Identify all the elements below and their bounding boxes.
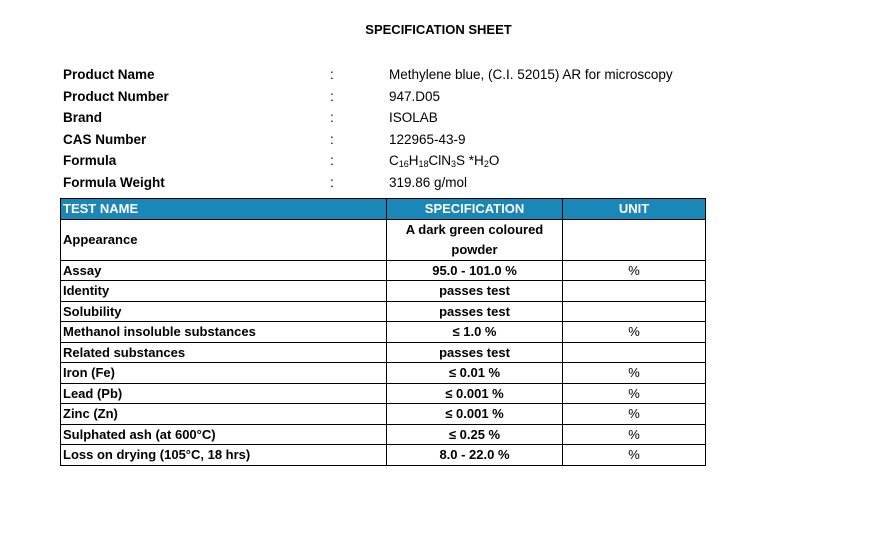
test-name-cell: Zinc (Zn)	[61, 404, 387, 425]
formula-part: ClN	[428, 153, 452, 168]
table-row	[61, 301, 706, 322]
info-label: Product Name	[63, 67, 155, 82]
formula-part: H	[408, 153, 419, 168]
table-row	[61, 322, 706, 343]
info-label: Formula Weight	[63, 174, 165, 190]
unit-cell: %	[563, 424, 706, 445]
specification-table	[60, 198, 706, 466]
table-row	[61, 445, 706, 466]
specification-cell: ≤ 0.001 %	[387, 404, 563, 425]
test-name-cell: Related substances	[61, 342, 387, 363]
unit-cell	[563, 219, 706, 260]
table-row	[61, 363, 706, 384]
table-row	[61, 404, 706, 425]
formula-value	[389, 150, 499, 172]
info-colon: :	[330, 67, 334, 82]
info-label: Product Number	[63, 88, 169, 104]
specification-cell: ≤ 0.25 %	[387, 424, 563, 445]
table-row	[61, 219, 706, 260]
specification-cell: ≤ 1.0 %	[387, 322, 563, 343]
unit-cell	[563, 342, 706, 363]
specification-cell: A dark green coloured powder	[387, 219, 563, 260]
formula-subscript: 3	[451, 159, 457, 169]
unit-cell: %	[563, 322, 706, 343]
column-header-unit: UNIT	[563, 199, 706, 220]
formula-subscript: 18	[418, 159, 429, 169]
specification-cell: 8.0 - 22.0 %	[387, 445, 563, 466]
info-colon: :	[330, 174, 334, 190]
info-label: Formula	[63, 153, 117, 168]
specification-cell: ≤ 0.001 %	[387, 383, 563, 404]
test-name-cell: Iron (Fe)	[61, 363, 387, 384]
info-value: Methylene blue, (C.I. 52015) AR for microscopy	[389, 67, 673, 82]
unit-cell: %	[563, 363, 706, 384]
specification-cell: ≤ 0.01 %	[387, 363, 563, 384]
unit-cell: %	[563, 404, 706, 425]
test-name-cell: Sulphated ash (at 600°C)	[61, 424, 387, 445]
page-title: SPECIFICATION SHEET	[365, 22, 512, 37]
unit-cell: %	[563, 445, 706, 466]
column-header-test-name: TEST NAME	[61, 199, 387, 220]
formula-subscript: 2	[483, 159, 489, 169]
test-name-cell: Solubility	[61, 301, 387, 322]
unit-cell	[563, 301, 706, 322]
specification-cell: passes test	[387, 281, 563, 302]
test-name-cell: Appearance	[61, 219, 387, 260]
table-row	[61, 342, 706, 363]
formula-part: S *H	[456, 153, 484, 168]
info-colon: :	[330, 110, 334, 125]
column-header-specification: SPECIFICATION	[387, 199, 563, 220]
table-row	[61, 281, 706, 302]
info-value: 122965-43-9	[389, 131, 466, 147]
formula-part: O	[488, 153, 500, 168]
unit-cell: %	[563, 260, 706, 281]
specification-cell: passes test	[387, 301, 563, 322]
info-value: 947.D05	[389, 88, 441, 104]
test-name-cell: Loss on drying (105°C, 18 hrs)	[61, 445, 387, 466]
test-name-cell: Methanol insoluble substances	[61, 322, 387, 343]
table-row	[61, 260, 706, 281]
unit-cell: %	[563, 383, 706, 404]
specification-cell: 95.0 - 101.0 %	[387, 260, 563, 281]
info-value: 319.86 g/mol	[389, 174, 468, 190]
info-value: ISOLAB	[389, 110, 438, 125]
specification-cell: passes test	[387, 342, 563, 363]
formula-part: C	[389, 153, 399, 168]
table-header-row	[61, 199, 706, 220]
table-row	[61, 424, 706, 445]
info-colon: :	[330, 131, 334, 147]
test-name-cell: Lead (Pb)	[61, 383, 387, 404]
table-row	[61, 383, 706, 404]
info-colon: :	[330, 153, 334, 168]
info-colon: :	[330, 88, 334, 104]
test-name-cell: Assay	[61, 260, 387, 281]
info-label: CAS Number	[63, 131, 147, 147]
test-name-cell: Identity	[61, 281, 387, 302]
unit-cell	[563, 281, 706, 302]
info-label: Brand	[63, 110, 103, 125]
formula-subscript: 16	[398, 159, 409, 169]
